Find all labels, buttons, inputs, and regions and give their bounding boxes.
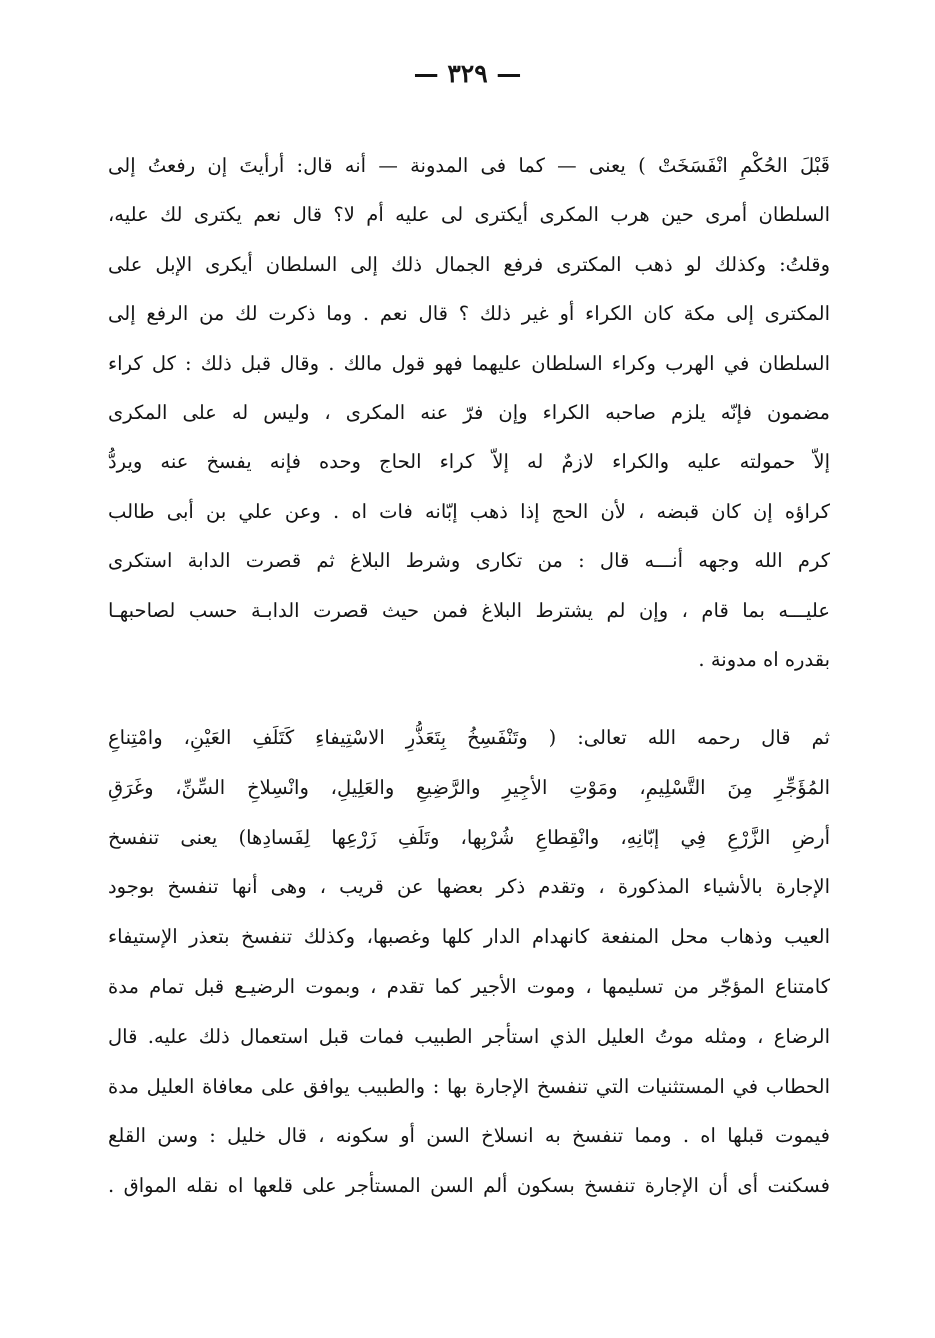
text-line: كراؤه إن كان قبضه ، لأن الحج إذا ذهب إبّانه فات اه . وعن علي بن أبى طالب (108, 499, 830, 523)
text-line: إلاّ حمولته عليه والكراء لازمٌ له إلاّ كراء الحاج وحده فإنه يفسخ عنه ويردُّ (108, 450, 830, 474)
text-line: وقلتُ: وكذلك لو ذهب المكترى فرفع الجمال ذلك إلى السلطان أيكرى الإبل على (108, 252, 830, 276)
page-number: — ٣٢٩ — (413, 59, 522, 88)
text-line: مضمون فإنّه يلزم صاحبه الكراء وإن فرّ عنه المكرى ، وليس له على المكرى (108, 400, 830, 424)
text-line: قَبْلَ الحُكْمِ انْفَسَخَتْ ) يعنى — كما فى المدونة — أنه قال: أرأيتَ إن رفعتُ إلى (108, 154, 830, 177)
text-line: الإجارة بالأشياء المذكورة ، وتقدم ذكر بعضها عن قريب ، وهى أنها تنفسخ بوجود (108, 875, 830, 899)
text-line: ثم قال رحمه الله تعالى: ( وتَنْفَسِخُ بِتَعَذُّرِ الاسْتِيفاءِ كَتَلَفِ العَيْنِ، وامْتِناعِ (108, 726, 830, 749)
text-line: فيموت قبلها اه . ومما تنفسخ به انسلاخ السن أو سكونه ، قال خليل : وسن القلع (108, 1124, 830, 1148)
text-line: الرضاع ، ومثله موتُ العليل الذي استأجر الطبيب فمات قبل استعمال ذلك عليه. قال (108, 1024, 830, 1048)
text-line: كرم الله وجهه أنـــه قال : من تكارى وشرط البلاغ ثم قصرت الدابة استكرى (108, 549, 830, 573)
text-line: المكترى إلى مكة كان الكراء أو غير ذلك ؟ قال نعم . وما ذكرت لك من الرفع إلى (108, 302, 830, 326)
paragraph-2 (108, 713, 830, 1211)
text-line: السلطان في الهرب وكراء السلطان عليهما فهو قول مالك . وقال قبل ذلك : كل كراء (108, 351, 830, 375)
text-line: فسكنت أى أن الإجارة تنفسخ بسكون ألم السن المستأجر على قلعها اه نقله المواق . (108, 1174, 830, 1198)
text-line: العيب وذهاب محل المنفعة كانهدام الدار كلها وغصبها، وكذلك تنفسخ بتعذر الإستيفاء (108, 925, 830, 949)
text-line: عليـــه بما قام ، وإن لم يشترط البلاغ فمن حيث قصرت الدابـة حسب لصاحبهـا (108, 598, 830, 622)
text-line: الحطاب في المستثنيات التي تنفسخ الإجارة بها : والطبيب يوافق على معافاة العليل مدة (108, 1074, 830, 1098)
paragraph-1 (108, 141, 830, 684)
text-line: السلطان أمرى حين هرب المكرى أيكترى لى عليه أم لا؟ قال نعم يكترى لك عليه، (108, 203, 830, 227)
text-line: بقدره اه مدونة . (698, 647, 830, 671)
text-line: أرضِ الزَّرْعِ فِي إبّانِهِ، وانْقِطاعِ شُرْبِها، وتَلَفِ زَرْعِها لِفَسادِها) يعنى تنفسخ (108, 825, 830, 849)
text-line: كامتناع المؤجّر من تسليمها ، وموت الأجير كما تقدم ، وبموت الرضيـع قبل تمام مدة (108, 974, 830, 998)
text-line: المُؤَجِّرِ مِنَ التَّسْلِيمِ، ومَوْتِ الأجِيرِ والرَّضِيعِ والعَلِيلِ، وانْسِلاخِ السِّنِّ، وغَرَقِ (108, 775, 830, 799)
